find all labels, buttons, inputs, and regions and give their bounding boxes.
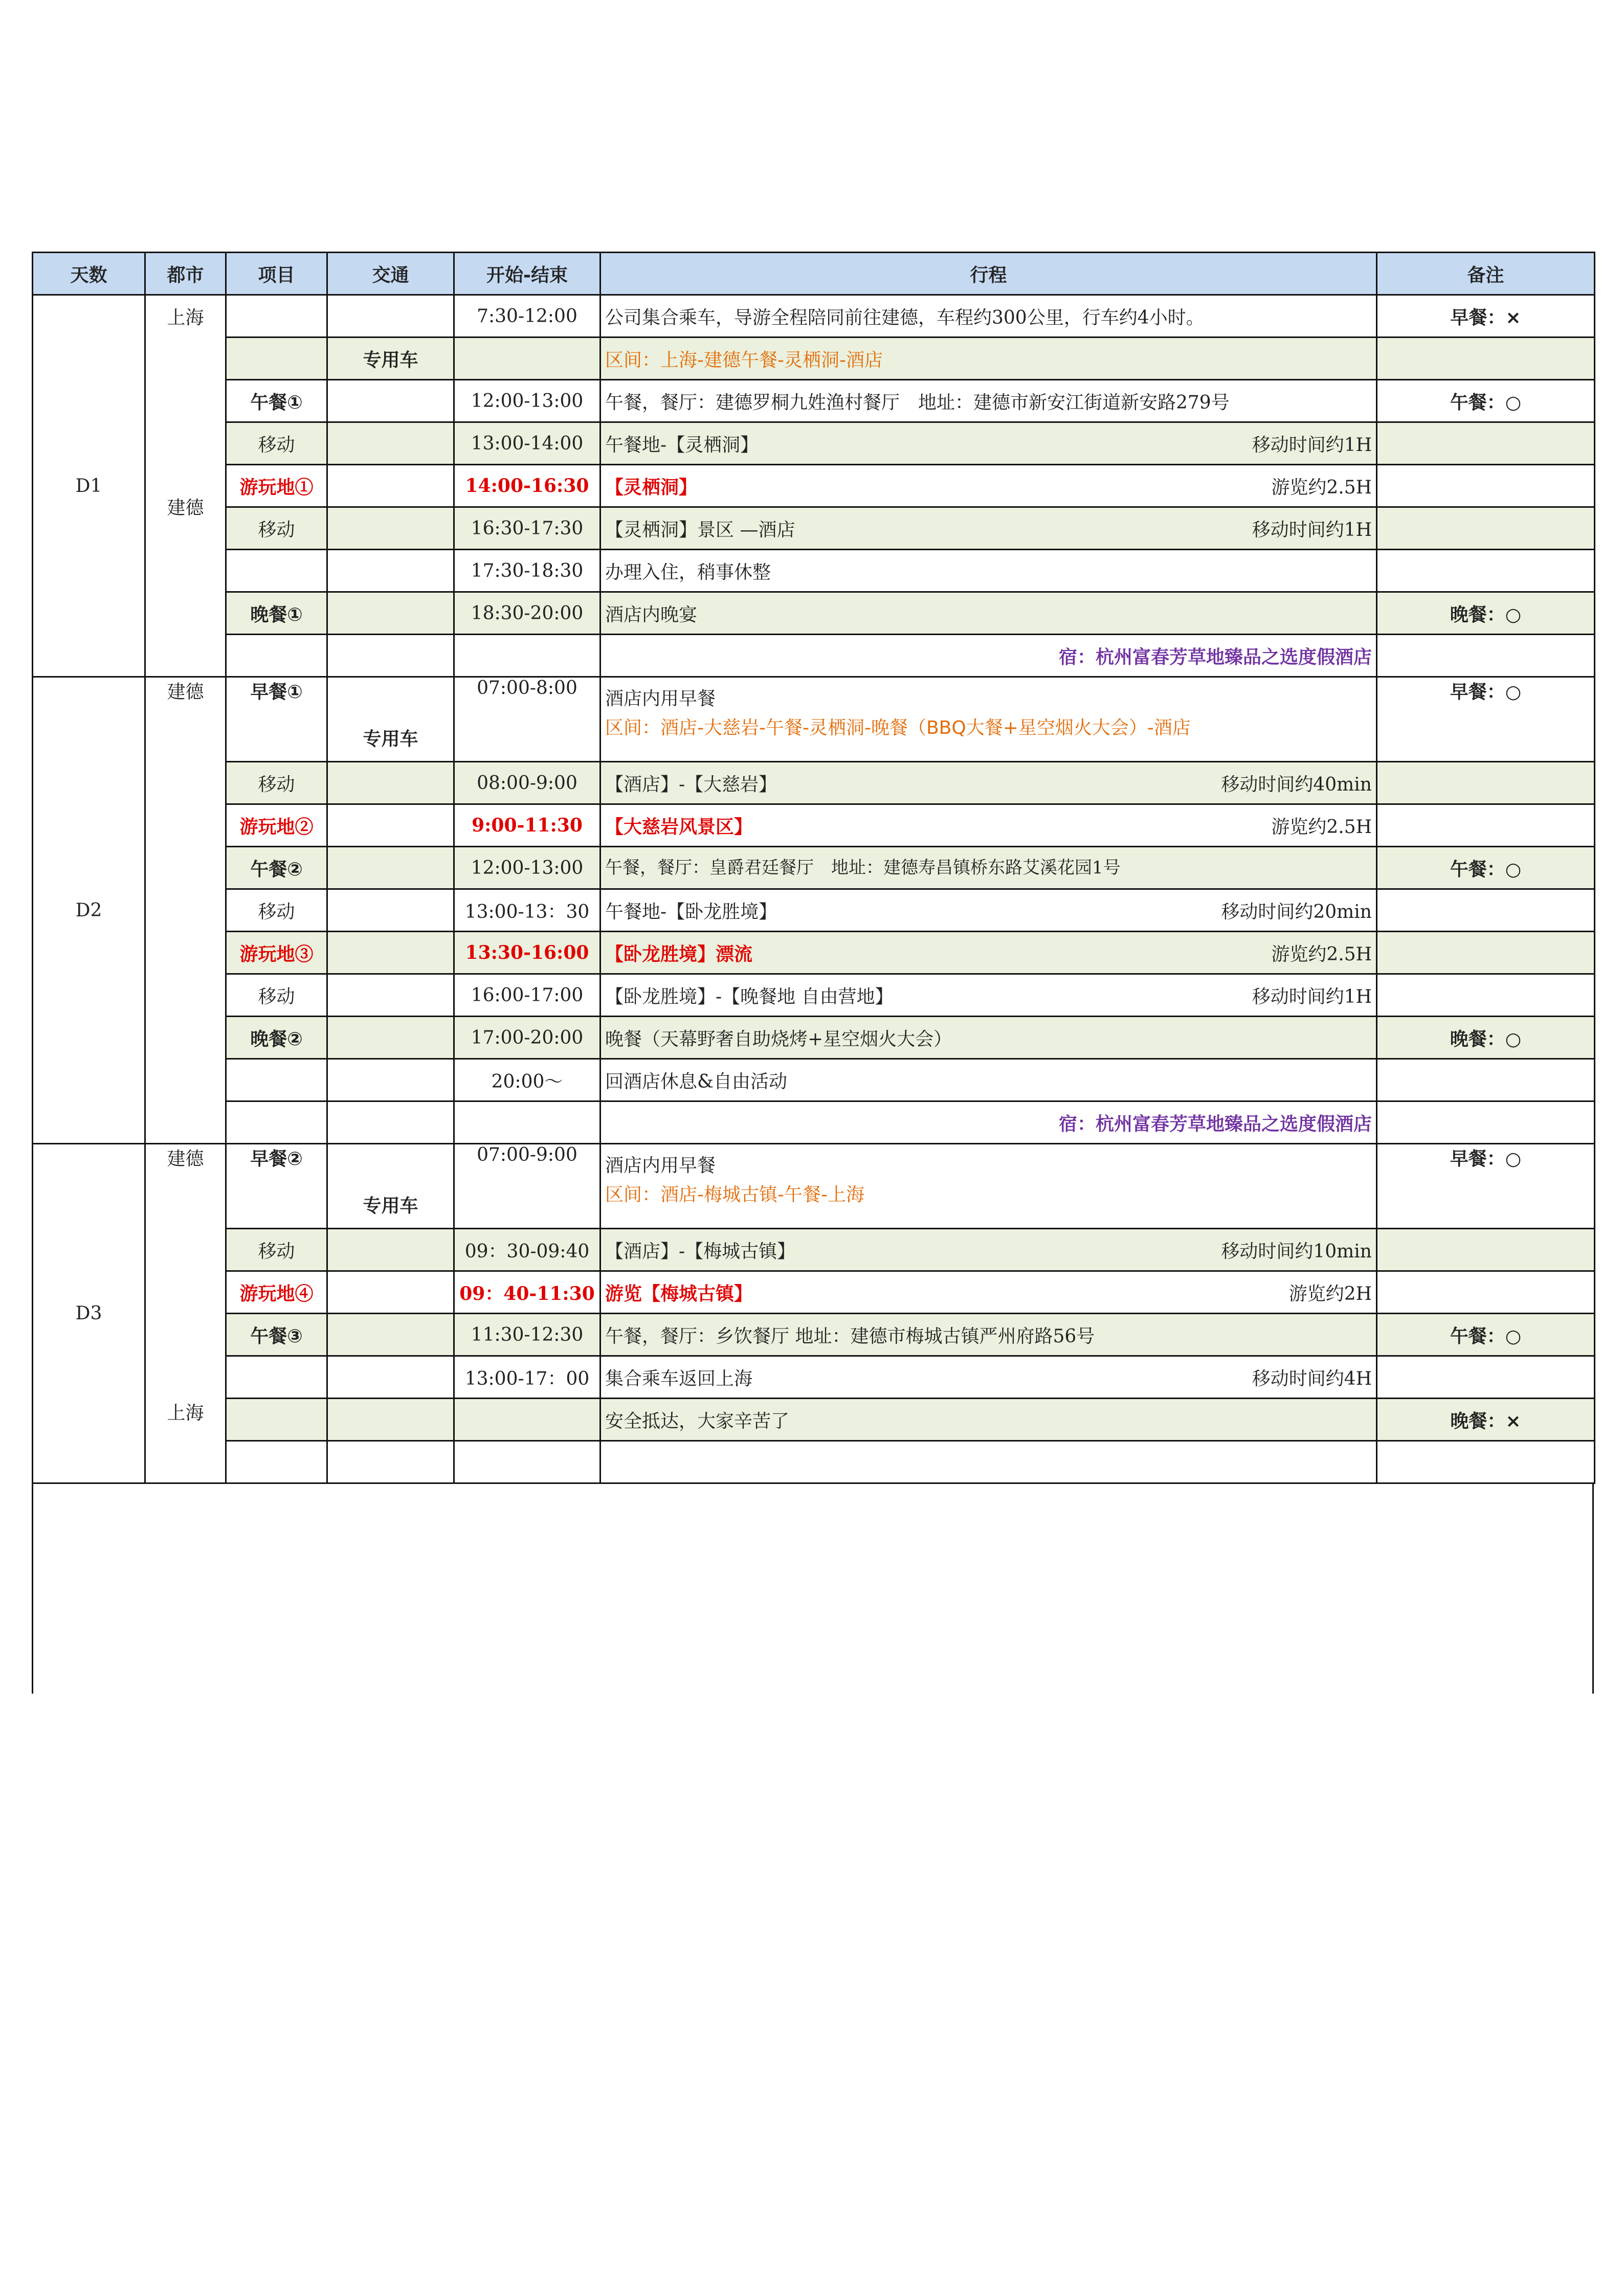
hotel-cell: 宿：杭州富春芳草地臻品之选度假酒店 <box>600 1101 1377 1144</box>
item-cell <box>226 1059 327 1101</box>
transport-cell <box>327 465 454 507</box>
trip-cell <box>600 804 1377 847</box>
trip-text: 游览【梅城古镇】 <box>605 1282 753 1304</box>
trip-cell <box>600 1144 1377 1229</box>
item-cell <box>226 635 327 677</box>
transport-cell <box>327 889 454 932</box>
header-city: 都市 <box>145 253 226 295</box>
trip-route: 区间：酒店-大慈岩-午餐-灵栖洞-晚餐（BBQ大餐+星空烟火大会）-酒店 <box>605 717 1191 738</box>
trip-cell <box>600 677 1377 762</box>
transport-cell <box>327 550 454 592</box>
table-row <box>33 380 1595 422</box>
transport-cell <box>327 804 454 847</box>
time-cell: 17:00-20:00 <box>454 1017 600 1059</box>
trip-cell: 午餐，餐厅：乡饮餐厅 地址：建德市梅城古镇严州府路56号 <box>600 1314 1377 1356</box>
trip-cell <box>600 847 1377 889</box>
note-cell: 午餐：○ <box>1377 380 1595 422</box>
trip-text: 【灵栖洞】 <box>605 476 698 498</box>
transport-cell <box>327 592 454 635</box>
item-cell: 午餐① <box>226 380 327 422</box>
time-cell: 07:00-9:00 <box>454 1144 600 1229</box>
trip-cell: 办理入住，稍事休整 <box>600 550 1377 592</box>
note-cell <box>1377 422 1595 465</box>
note-cell <box>1377 804 1595 847</box>
table-row <box>33 337 1595 380</box>
note-cell: 午餐：○ <box>1377 847 1595 889</box>
transport-cell <box>327 1059 454 1101</box>
trip-text: 午餐，餐厅：皇爵君廷餐厅 地址：建德寿昌镇桥东路艾溪花园1号 <box>605 858 1121 878</box>
trip-duration: 游览约2H <box>1288 1283 1372 1304</box>
trip-cell <box>600 932 1377 974</box>
transport-cell <box>327 847 454 889</box>
time-cell: 16:00-17:00 <box>454 974 600 1017</box>
time-cell: 09：30-09:40 <box>454 1229 600 1271</box>
note-cell: 早餐：○ <box>1377 677 1595 762</box>
note-cell: 晚餐：○ <box>1377 1017 1595 1059</box>
note-cell: 早餐：○ <box>1377 1144 1595 1229</box>
time-cell: 17:30-18:30 <box>454 550 600 592</box>
item-cell: 游玩地③ <box>226 932 327 974</box>
trip-route: 区间：酒店-梅城古镇-午餐-上海 <box>605 1184 864 1205</box>
table-row <box>33 804 1595 847</box>
trip-text: 【酒店】-【大慈岩】 <box>605 774 777 795</box>
header-time: 开始-结束 <box>454 253 600 295</box>
item-cell: 移动 <box>226 422 327 465</box>
city-cell: 上海 <box>145 1399 226 1483</box>
transport-cell <box>327 932 454 974</box>
time-cell: 09：40-11:30 <box>454 1271 600 1314</box>
table-row <box>33 974 1595 1017</box>
table-row <box>33 847 1595 889</box>
transport-cell <box>327 1271 454 1314</box>
trip-cell <box>600 465 1377 507</box>
transport-cell <box>327 422 454 465</box>
item-cell <box>226 1101 327 1144</box>
table-row <box>33 1356 1595 1399</box>
table-row <box>33 422 1595 465</box>
trip-cell: 回酒店休息&自由活动 <box>600 1059 1377 1101</box>
trip-duration: 游览约2.5H <box>1271 477 1372 498</box>
table-row <box>33 295 1595 337</box>
note-cell: 晚餐：× <box>1377 1399 1595 1441</box>
item-cell: 晚餐① <box>226 592 327 635</box>
table-row <box>33 1144 1595 1229</box>
trip-text: 午餐地-【灵栖洞】 <box>605 434 759 456</box>
time-cell: 07:00-8:00 <box>454 677 600 762</box>
table-row <box>33 1017 1595 1059</box>
trip-cell <box>600 889 1377 932</box>
note-cell <box>1377 337 1595 380</box>
time-cell <box>454 1399 600 1441</box>
note-cell <box>1377 762 1595 804</box>
table-row <box>33 1059 1595 1101</box>
table-row <box>33 592 1595 635</box>
time-cell: 13:00-13：30 <box>454 889 600 932</box>
trip-cell <box>600 1271 1377 1314</box>
note-cell <box>1377 1271 1595 1314</box>
item-cell <box>226 1399 327 1441</box>
trip-cell <box>600 762 1377 804</box>
trip-duration: 移动时间约10min <box>1221 1241 1372 1262</box>
header-row <box>33 253 1595 295</box>
table-row <box>33 1271 1595 1314</box>
trip-text: 集合乘车返回上海 <box>605 1368 753 1389</box>
trip-text: 【卧龙胜境】漂流 <box>605 943 753 965</box>
note-cell: 午餐：○ <box>1377 1314 1595 1356</box>
transport-cell <box>327 1441 454 1483</box>
city-cell: 建德 <box>145 337 226 677</box>
time-cell: 12:00-13:00 <box>454 380 600 422</box>
trip-cell: 区间：上海-建德午餐-灵栖洞-酒店 <box>600 337 1377 380</box>
transport-cell <box>327 1314 454 1356</box>
trip-duration: 移动时间约40min <box>1221 774 1372 795</box>
trip-cell: 安全抵达，大家辛苦了 <box>600 1399 1377 1441</box>
note-cell <box>1377 550 1595 592</box>
trip-cell <box>600 422 1377 465</box>
item-cell: 午餐③ <box>226 1314 327 1356</box>
table-row <box>33 1314 1595 1356</box>
trip-cell: 晚餐（天幕野奢自助烧烤+星空烟火大会） <box>600 1017 1377 1059</box>
item-cell <box>226 295 327 337</box>
time-cell: 20:00～ <box>454 1059 600 1101</box>
time-cell <box>454 635 600 677</box>
trip-cell <box>600 507 1377 550</box>
time-cell: 12:00-13:00 <box>454 847 600 889</box>
note-cell <box>1377 1059 1595 1101</box>
table-row <box>33 932 1595 974</box>
table-row <box>33 889 1595 932</box>
table-row <box>33 1101 1595 1144</box>
day-label: D2 <box>33 677 145 1144</box>
time-cell: 11:30-12:30 <box>454 1314 600 1356</box>
item-cell: 移动 <box>226 507 327 550</box>
city-cell: 上海 <box>145 295 226 337</box>
transport-cell <box>327 1017 454 1059</box>
table-row <box>33 635 1595 677</box>
item-cell: 移动 <box>226 889 327 932</box>
itinerary-table <box>32 252 1595 1484</box>
transport-cell <box>327 295 454 337</box>
time-cell: 18:30-20:00 <box>454 592 600 635</box>
note-cell: 晚餐：○ <box>1377 592 1595 635</box>
trip-duration: 移动时间约4H <box>1252 1368 1372 1389</box>
note-cell <box>1377 889 1595 932</box>
city-cell: 建德 <box>145 1144 226 1399</box>
transport-cell <box>327 635 454 677</box>
table-row <box>33 1399 1595 1441</box>
time-cell <box>454 1101 600 1144</box>
trip-duration: 游览约2.5H <box>1271 943 1372 965</box>
table-row <box>33 677 1595 762</box>
header-item: 项目 <box>226 253 327 295</box>
trip-duration: 移动时间约1H <box>1252 434 1372 456</box>
item-cell: 游玩地② <box>226 804 327 847</box>
trip-duration: 移动时间约1H <box>1252 519 1372 541</box>
note-cell <box>1377 1441 1595 1483</box>
time-cell: 13:00-14:00 <box>454 422 600 465</box>
time-cell <box>454 337 600 380</box>
time-cell: 7:30-12:00 <box>454 295 600 337</box>
table-row <box>33 550 1595 592</box>
trip-cell: 酒店内晚宴 <box>600 592 1377 635</box>
transport-cell <box>327 974 454 1017</box>
day-label: D1 <box>33 295 145 677</box>
header-transport: 交通 <box>327 253 454 295</box>
transport-cell: 专用车 <box>327 677 454 762</box>
item-cell: 移动 <box>226 1229 327 1271</box>
trip-cell <box>600 1229 1377 1271</box>
time-cell <box>454 1441 600 1483</box>
note-cell <box>1377 1229 1595 1271</box>
table-row <box>33 1441 1595 1483</box>
hotel-cell: 宿：杭州富春芳草地臻品之选度假酒店 <box>600 635 1377 677</box>
trip-duration: 移动时间约1H <box>1252 986 1372 1007</box>
time-cell: 14:00-16:30 <box>454 465 600 507</box>
trip-text: 酒店内用早餐 <box>605 1155 716 1176</box>
time-cell: 13:00-17：00 <box>454 1356 600 1399</box>
item-cell: 移动 <box>226 762 327 804</box>
trip-text: 【卧龙胜境】-【晚餐地 自由营地】 <box>605 986 894 1007</box>
note-cell <box>1377 932 1595 974</box>
note-cell <box>1377 1356 1595 1399</box>
transport-cell: 专用车 <box>327 337 454 380</box>
trip-cell <box>600 1356 1377 1399</box>
transport-cell <box>327 380 454 422</box>
item-cell: 游玩地④ <box>226 1271 327 1314</box>
header-itinerary: 行程 <box>600 253 1377 295</box>
transport-cell <box>327 1229 454 1271</box>
item-cell <box>226 1441 327 1483</box>
trip-cell <box>600 1441 1377 1483</box>
time-cell: 9:00-11:30 <box>454 804 600 847</box>
transport-cell <box>327 1356 454 1399</box>
note-cell <box>1377 465 1595 507</box>
time-cell: 13:30-16:00 <box>454 932 600 974</box>
transport-cell: 专用车 <box>327 1144 454 1229</box>
transport-cell <box>327 1101 454 1144</box>
table-row <box>33 1229 1595 1271</box>
trip-cell: 公司集合乘车，导游全程陪同前往建德，车程约300公里，行车约4小时。 <box>600 295 1377 337</box>
item-cell: 游玩地① <box>226 465 327 507</box>
day-label: D3 <box>33 1144 145 1483</box>
note-cell <box>1377 507 1595 550</box>
item-cell <box>226 337 327 380</box>
blank-area <box>32 1484 1594 1694</box>
note-cell: 早餐：× <box>1377 295 1595 337</box>
trip-cell <box>600 974 1377 1017</box>
time-cell: 08:00-9:00 <box>454 762 600 804</box>
trip-duration: 移动时间约20min <box>1221 901 1372 922</box>
item-cell: 早餐② <box>226 1144 327 1229</box>
trip-text: 午餐地-【卧龙胜境】 <box>605 901 777 922</box>
note-cell <box>1377 635 1595 677</box>
transport-cell <box>327 1399 454 1441</box>
city-cell: 建德 <box>145 677 226 1144</box>
time-cell: 16:30-17:30 <box>454 507 600 550</box>
trip-text: 【灵栖洞】景区 —酒店 <box>605 519 795 541</box>
table-row <box>33 762 1595 804</box>
trip-text: 【酒店】-【梅城古镇】 <box>605 1241 796 1262</box>
header-notes: 备注 <box>1377 253 1595 295</box>
trip-text: 酒店内用早餐 <box>605 688 716 709</box>
item-cell: 午餐② <box>226 847 327 889</box>
item-cell: 晚餐② <box>226 1017 327 1059</box>
trip-text: 【大慈岩风景区】 <box>605 816 753 838</box>
trip-duration: 游览约2.5H <box>1271 816 1372 838</box>
header-day: 天数 <box>33 253 145 295</box>
table-row <box>33 507 1595 550</box>
note-cell <box>1377 974 1595 1017</box>
item-cell: 移动 <box>226 974 327 1017</box>
item-cell <box>226 550 327 592</box>
note-cell <box>1377 1101 1595 1144</box>
item-cell <box>226 1356 327 1399</box>
table-row <box>33 465 1595 507</box>
transport-cell <box>327 762 454 804</box>
trip-cell: 午餐，餐厅：建德罗桐九姓渔村餐厅 地址：建德市新安江街道新安路279号 <box>600 380 1377 422</box>
item-cell: 早餐① <box>226 677 327 762</box>
transport-cell <box>327 507 454 550</box>
